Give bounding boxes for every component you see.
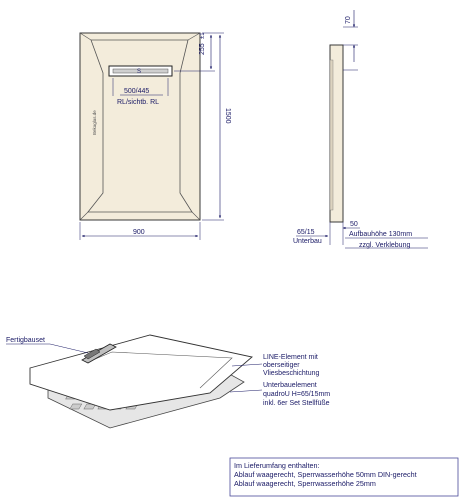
dim-drain-offset: 255	[199, 43, 206, 55]
drain-size-label: 500/445	[124, 88, 150, 95]
delivery-line-2: Ablauf waagerecht, Sperrwasserhöhe 25mm	[234, 479, 376, 488]
label-quadrou: quadroU H=65/15mm	[263, 391, 331, 398]
label-unterbau: Unterbau	[293, 238, 322, 245]
label-aufbauhoehe: Aufbauhöhe 130mm	[349, 231, 413, 238]
label-line-vlies: Vliesbeschichtung	[263, 370, 320, 377]
dim-width: 900	[133, 229, 145, 236]
label-unterbauelement: Unterbauelement	[263, 382, 317, 389]
dim-side-base: 65/15	[297, 229, 315, 236]
tray-outline	[80, 33, 200, 220]
top-view	[80, 32, 231, 240]
dim-drain-offset-tol: ±1	[200, 32, 206, 39]
dim-side-top: 70	[345, 16, 352, 24]
drain-type-label: RL/sichtb. RL	[117, 99, 160, 106]
label-verklebung: zzgl. Verklebung	[359, 242, 411, 249]
label-line-oberseitig: oberseitiger	[263, 362, 300, 369]
delivery-box	[230, 458, 458, 496]
dim-height: 1500	[224, 108, 231, 124]
side-view	[293, 10, 428, 249]
label-line-element: LINE-Element mit	[263, 354, 318, 361]
iso-view	[0, 335, 330, 428]
label-stellfuesse: inkl. 6er Set Stellfüße	[263, 400, 330, 407]
label-fertigbauset: Fertigbauset	[6, 337, 45, 344]
dim-side-bottom: 50	[350, 221, 358, 228]
delivery-title: Im Lieferumfang enthalten:	[234, 461, 320, 470]
delivery-line-1: Ablauf waagerecht, Sperrwasserhöhe 50mm DIN-gerecht	[234, 470, 417, 479]
svg-text:S: S	[137, 69, 142, 75]
watermark-text: Bekaglas.de	[92, 110, 97, 135]
